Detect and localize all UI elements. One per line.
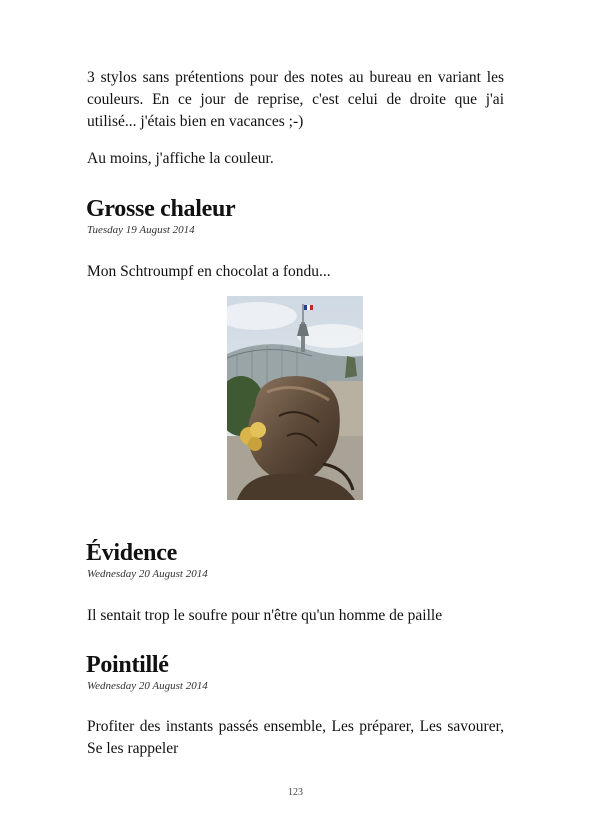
post-body: Il sentait trop le soufre pour n'être qu'un homme de paille <box>87 607 443 624</box>
post-title: Évidence <box>86 540 177 566</box>
intro-paragraph-2: Au moins, j'affiche la couleur. <box>87 150 274 167</box>
chocolate-smurf-photo <box>227 296 363 500</box>
post-date: Wednesday 20 August 2014 <box>87 568 208 580</box>
post-body: Profiter des instants passés ensemble, Les préparer, Les savourer, Se les rappeler <box>87 718 504 757</box>
intro-paragraph: 3 stylos sans prétentions pour des notes au bureau en variant les couleurs. En ce jour de reprise, c'est celui de droite que j'ai utilisé... j'étais bien en vacances ;-) <box>87 69 504 130</box>
post-date: Wednesday 20 August 2014 <box>87 680 208 692</box>
post-title: Pointillé <box>86 652 169 678</box>
post-body: Mon Schtroumpf en chocolat a fondu... <box>87 263 331 280</box>
post-title: Grosse chaleur <box>86 196 236 222</box>
post-date: Tuesday 19 August 2014 <box>87 224 195 236</box>
page-number: 123 <box>288 787 303 798</box>
